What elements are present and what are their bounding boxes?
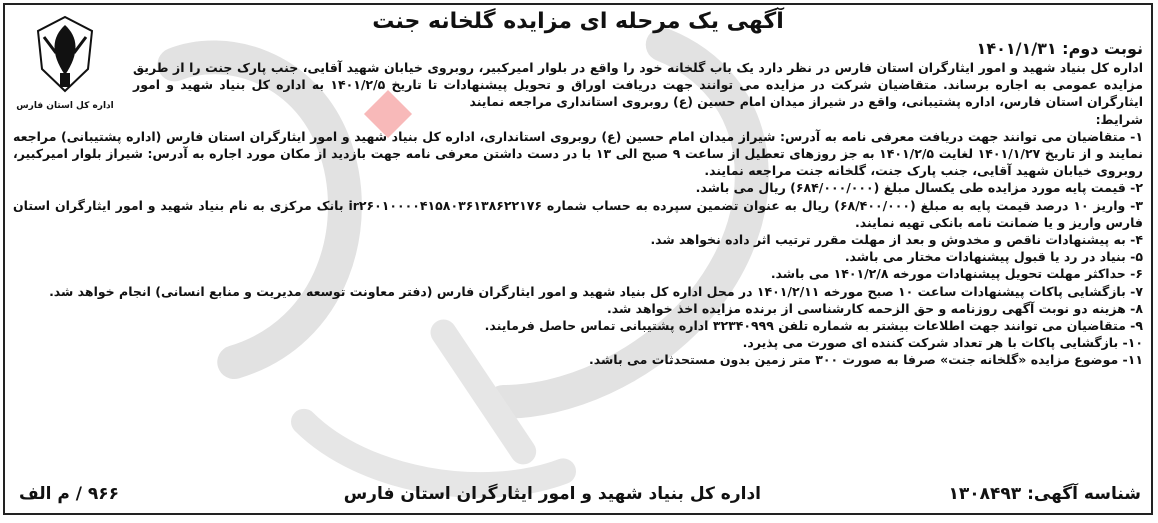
condition-item: ۱۰- بازگشایی پاکات با هر تعداد شرکت کننده ای صورت می پذیرد. [742,335,1143,351]
ad-id: شناسه آگهی: ۱۳۰۸۴۹۳ [948,484,1141,504]
condition-item: ۶- حداکثر مهلت تحویل پیشنهادات مورخه ۱۴۰۱/۲/۸ می باشد. [770,266,1143,282]
condition-item: ۲- قیمت پایه مورد مزایده طی یکسال مبلغ (۶۸۴/۰۰۰/۰۰۰) ریال می باشد. [695,180,1143,196]
conditions-label: شرایط: [1095,111,1143,127]
ad-code: ۹۶۶ / م الف [19,484,120,504]
advertisement-page [3,3,1153,515]
condition-item: ۳- واریز ۱۰ درصد قیمت پایه به مبلغ (۶۸/۴۰۰/۰۰۰) ریال به عنوان تضمین سپرده به حساب شماره ir۲۶۰۱۰۰۰۰۴۱۵۸۰۳۶۱۳۸۶۲۲۱۷۶ بانک مرکزی به نام بنیاد شهید و امور ایثارگران استان فارس واریز و یا ضمانت نامه بانکی تهیه نمایند. [13,197,1143,230]
ad-title: آگهی یک مرحله ای مزایده گلخانه جنت [372,9,784,34]
publication-turn: نوبت دوم: ۱۴۰۱/۱/۳۱ [976,39,1143,58]
condition-item: ۱- متقاضیان می توانند جهت دریافت معرفی نامه به آدرس: شیراز میدان امام حسین (ع) روبروی استانداری، اداره کل بنیاد شهید و امور ایثارگران استان فارس (اداره پشتیبانی) مراجعه نمایند و از تاریخ ۱۴۰۱/۱/۲۷ لغایت ۱۴۰۱/۲/۵ به جز روزهای تعطیل از ساعت ۹ صبح الی ۱۳ با در دست داشتن معرفی نامه جهت بازدید از مکان مورد اجاره به آدرس: شیراز بلوار امیرکبیر، روبروی خیابان شهید آقایی، جنب پارک جنت، گلخانه جنت مراجعه نمایند. [13,128,1143,179]
footer-organization: اداره کل بنیاد شهید و امور ایثارگران استان فارس [343,484,761,504]
condition-item: ۱۱- موضوع مزایده «گلخانه جنت» صرفا به صورت ۳۰۰ متر زمین بدون مستحدثات می باشد. [589,352,1143,368]
logo-caption: اداره کل استان فارس [16,101,114,111]
condition-item: ۹- متقاضیان می توانند جهت اطلاعات بیشتر به شماره تلفن ۳۲۳۴۰۹۹۹ اداره پشتیبانی تماس حاصل فرمایند. [484,318,1143,334]
ad-body [13,39,1143,369]
ad-footer [19,481,1141,507]
ad-intro: اداره کل بنیاد شهید و امور ایثارگران استان فارس در نظر دارد یک باب گلخانه خود را واقع در بلوار امیرکبیر، روبروی خیابان شهید آقایی، جنب پارک جنت را از طریق مزایده عمومی به اجاره برساند. متقاضیان شرکت در مزایده می توانند جهت دریافت اوراق و تحویل پیشنهادات تا تاریخ ۱۴۰۱/۲/۵ به اداره کل بنیاد شهید و امور ایثارگران استان فارس، اداره پشتیبانی، واقع در شیراز میدان امام حسین (ع) روبروی استانداری مراجعه نمایند [133,60,1143,110]
condition-item: ۴- به پیشنهادات ناقص و مخدوش و بعد از مهلت مقرر ترتیب اثر داده نخواهد شد. [650,232,1143,248]
ad-content [5,5,1151,513]
condition-item: ۵- بنیاد در رد یا قبول پیشنهادات مختار می باشد. [844,249,1143,265]
condition-item: ۸- هزینه دو نوبت آگهی روزنامه و حق الزحمه کارشناسی از برنده مزایده اخذ خواهد شد. [607,300,1143,316]
condition-item: ۷- بازگشایی پاکات پیشنهادات ساعت ۱۰ صبح مورخه ۱۴۰۱/۲/۱۱ در محل اداره کل بنیاد شهید و امور ایثارگران فارس (دفتر معاونت توسعه مدیریت و منابع انسانی) انجام خواهد شد. [49,283,1143,299]
